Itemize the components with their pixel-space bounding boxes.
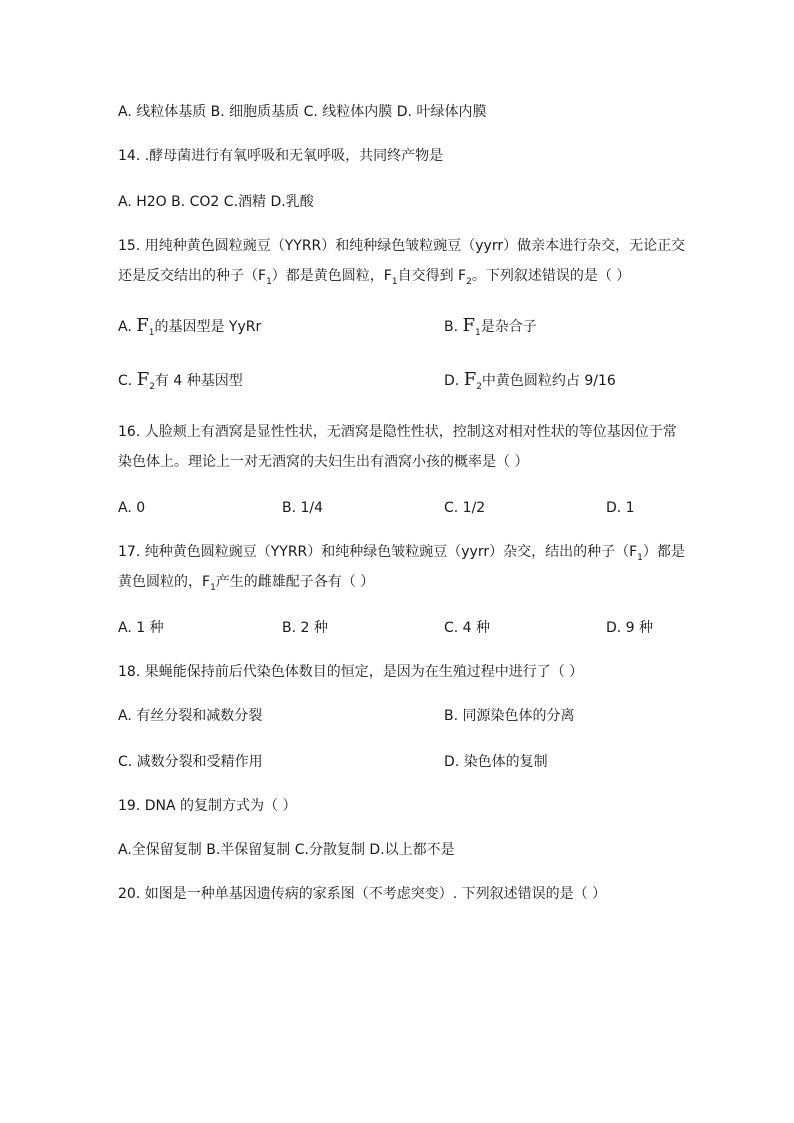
option-text: 的基因型是 YyRr: [154, 319, 262, 335]
q17-text-d: 产生的雌雄配子各有（ ）: [215, 574, 375, 590]
q17-option-c: C. 4 种: [444, 620, 491, 636]
q17-text-b: ）都是: [642, 544, 685, 560]
q20-stem: 20. 如图是一种单基因遗传病的家系图（不考虑突变）. 下列叙述错误的是（ ）: [118, 886, 607, 902]
subscript: 1: [210, 582, 216, 593]
q16-option-a: A. 0: [118, 500, 146, 516]
q18-option-a: A. 有丝分裂和减数分裂: [118, 708, 263, 724]
q15-option-b: [444, 316, 537, 343]
q17-text-c: 黄色圆粒的，F: [118, 574, 211, 590]
q16-stem-line1: 16. 人脸颊上有酒窝是显性性状，无酒窝是隐性性状，控制这对相对性状的等位基因位于常: [118, 424, 677, 440]
option-letter: D.: [444, 373, 460, 389]
q15-option-d: [444, 370, 616, 397]
q17-stem-line2: [118, 572, 374, 598]
option-text: 有 4 种基因型: [154, 373, 243, 389]
q18-option-c: C. 减数分裂和受精作用: [118, 754, 263, 770]
q15-stem-line2: [118, 266, 630, 292]
subscript: 2: [149, 381, 155, 392]
q14-stem: 14. .酵母菌进行有氧呼吸和无氧呼吸，共同终产物是: [118, 148, 444, 164]
q19-stem: 19. DNA 的复制方式为（ ）: [118, 798, 297, 814]
q15-option-a: [118, 316, 261, 343]
q18-stem: 18. 果蝇能保持前后代染色体数目的恒定，是因为在生殖过程中进行了（ ）: [118, 664, 584, 680]
subscript: 1: [637, 552, 643, 563]
q13-options: A. 线粒体基质 B. 细胞质基质 C. 线粒体内膜 D. 叶绿体内膜: [118, 104, 487, 120]
q15-text-a: 还是反交结出的种子（F: [118, 268, 267, 284]
q16-stem-line2: 染色体上。理论上一对无酒窝的夫妇生出有酒窝小孩的概率是（ ）: [118, 454, 529, 470]
q15-text-d: 。下列叙述错误的是（ ）: [471, 268, 631, 284]
subscript: 1: [391, 276, 398, 287]
q16-option-b: B. 1/4: [282, 500, 324, 516]
f-symbol: F: [463, 369, 477, 390]
q18-option-b: B. 同源染色体的分离: [444, 708, 575, 724]
q17-option-d: D. 9 种: [606, 620, 654, 636]
subscript: 1: [266, 276, 272, 287]
q17-option-a: A. 1 种: [118, 620, 164, 636]
f-symbol: F: [136, 369, 150, 390]
option-text: 中黄色圆粒约占 9/16: [481, 373, 616, 389]
subscript: 2: [476, 381, 482, 392]
q15-stem-line1: 15. 用纯种黄色圆粒豌豆（YYRR）和纯种绿色皱粒豌豆（yyrr）做亲本进行杂交，无论正交: [118, 238, 686, 254]
subscript: 1: [148, 327, 155, 338]
option-letter: A.: [118, 319, 132, 335]
q15-option-c: [118, 370, 243, 397]
subscript: 1: [475, 327, 481, 338]
q19-options: A.全保留复制 B.半保留复制 C.分散复制 D.以上都不是: [118, 842, 455, 858]
q16-option-d: D. 1: [606, 500, 635, 516]
option-letter: C.: [118, 373, 133, 389]
q16-option-c: C. 1/2: [444, 500, 486, 516]
f-symbol: F: [462, 315, 476, 336]
q14-options: A. H2O B. CO2 C.酒精 D.乳酸: [118, 194, 314, 210]
subscript: 2: [466, 276, 472, 287]
option-letter: B.: [444, 319, 459, 335]
q17-stem-line1: [118, 542, 685, 568]
f-symbol: F: [136, 315, 149, 336]
q18-option-d: D. 染色体的复制: [444, 754, 548, 770]
q15-text-b: ）都是黄色圆粒，F: [271, 268, 392, 284]
q17-text-a: 17. 纯种黄色圆粒豌豆（YYRR）和纯种绿色皱粒豌豆（yyrr）杂交，结出的种子（F: [118, 544, 638, 560]
q17-option-b: B. 2 种: [282, 620, 328, 636]
q15-text-c: 自交得到 F: [397, 268, 467, 284]
option-text: 是杂合子: [480, 319, 537, 335]
